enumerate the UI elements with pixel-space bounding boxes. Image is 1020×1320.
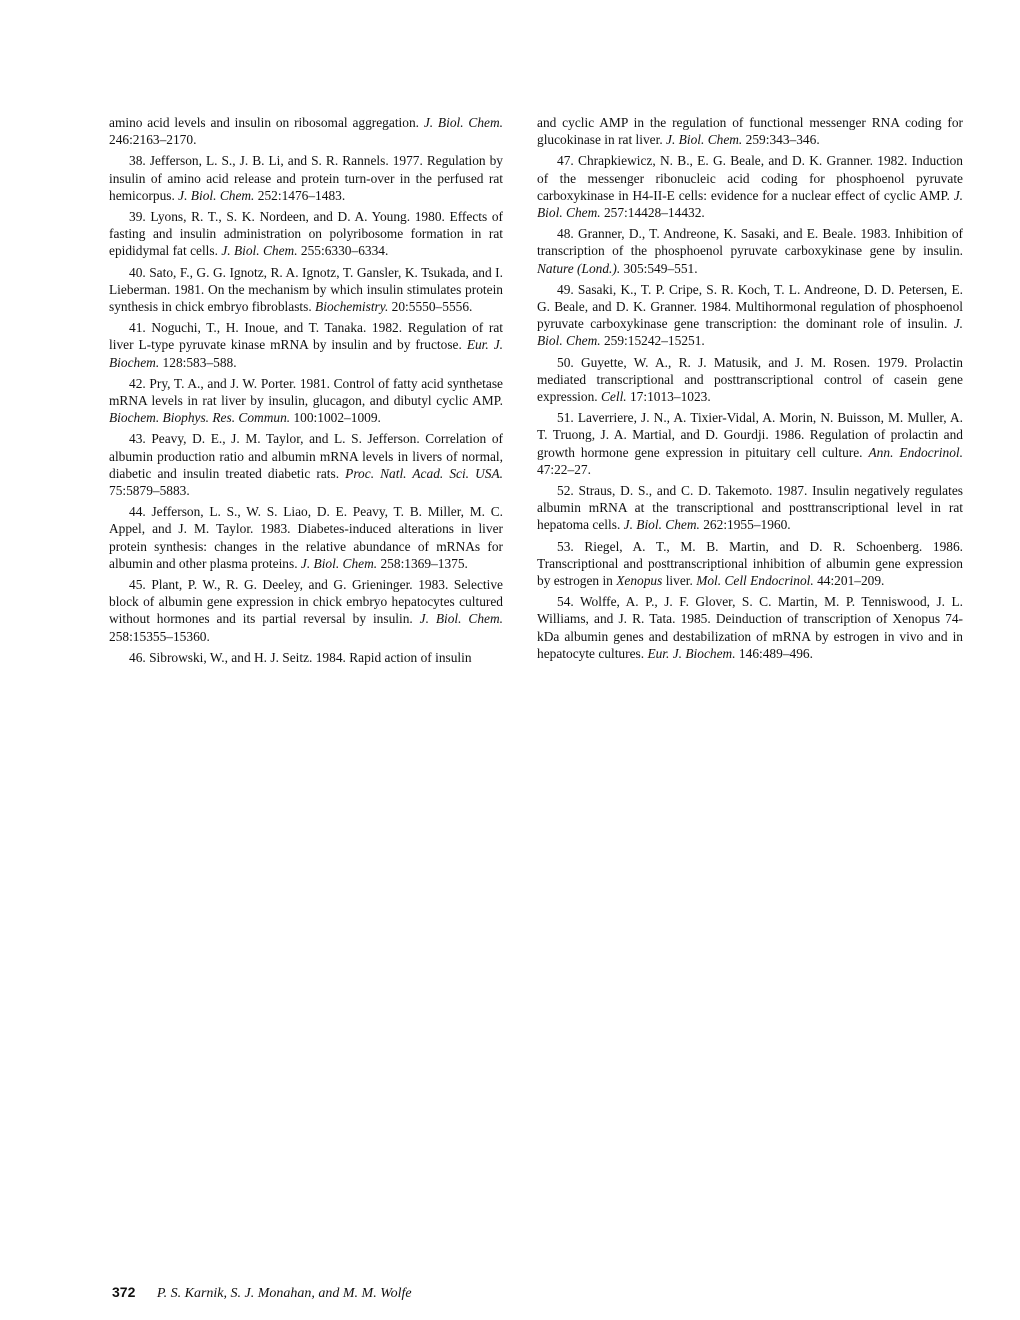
reference-text: 39. Lyons, R. T., S. K. Nordeen, and D. A. Young. 1980. Effects of fasting and insulin administration on polyribosome formation in rat epididymal fat cells. [109,209,503,259]
reference-text: 47:22–27. [537,461,591,477]
reference-journal: J. Biol. Chem. [666,132,743,148]
reference-text: 48. Granner, D., T. Andreone, K. Sasaki, and E. Beale. 1983. Inhibition of transcription of the phosphoenol pyruvate carboxykinase gene by insulin. [537,226,963,259]
reference-entry [109,319,503,371]
reference-text: 49. Sasaki, K., T. P. Cripe, S. R. Koch, T. L. Andreone, D. D. Petersen, E. G. Beale, and D. K. Granner. 1984. Multihormonal regulation of phosphoenol pyruvate carboxykinase gene transcription: the dominant role of insulin. [537,281,963,332]
reference-entry [109,375,503,427]
reference-entry [537,593,963,662]
reference-entry [537,281,963,350]
reference-text: 38. Jefferson, L. S., J. B. Li, and S. R. Rannels. 1977. Regulation by insulin of amino acid release and protein turn-over in the perfused rat hemicorpus. [109,153,503,203]
reference-journal: Biochem. Biophys. Res. Commun. [109,410,291,426]
reference-journal: Nature (Lond.). [537,260,621,276]
reference-entry [109,649,503,666]
reference-text: and cyclic AMP in the regulation of functional messenger RNA coding for glucokinase in rat liver. [537,115,963,148]
reference-journal: Xenopus [616,573,663,589]
reference-entry [537,114,963,148]
reference-text: 52. Straus, D. S., and C. D. Takemoto. 1987. Insulin negatively regulates albumin mRNA at the transcriptional and posttranscriptional level in rat hepatoma cells. [537,483,963,533]
reference-entry [537,538,963,590]
right-column [537,114,963,666]
reference-text: 44:201–209. [813,573,885,589]
reference-text: 50. Guyette, W. A., R. J. Matusik, and J. M. Rosen. 1979. Prolactin mediated transcriptional and posttranscriptional control of casein gene expression. [537,354,963,405]
reference-journal: Proc. Natl. Acad. Sci. USA. [345,465,503,481]
reference-text: 42. Pry, T. A., and J. W. Porter. 1981. Control of fatty acid synthetase mRNA levels in rat liver by insulin, glucagon, and dibutyl cyclic AMP. [109,375,503,409]
reference-journal: J. Biol. Chem. [300,555,378,571]
reference-text: 53. Riegel, A. T., M. B. Martin, and D. R. Schoenberg. 1986. Transcriptional and posttranscriptional inhibition of albumin gene expression by estrogen in [537,538,963,589]
running-footer-authors: P. S. Karnik, S. J. Monahan, and M. M. Wolfe [156,1286,412,1301]
reference-journal: Eur. J. Biochem. [647,645,736,661]
reference-text: 43. Peavy, D. E., J. M. Taylor, and L. S. Jefferson. Correlation of albumin production ratio and albumin mRNA levels in livers of normal, diabetic and insulin treated diabetic rats. [109,431,503,481]
reference-text: liver. [662,573,697,589]
reference-text: 255:6330–6334. [297,243,389,259]
reference-journal: Biochemistry. [315,299,389,315]
reference-text: 44. Jefferson, L. S., W. S. Liao, D. E. Peavy, T. B. Miller, M. C. Appel, and J. M. Taylor. 1983. Diabetes-induced alterations in liver protein synthesis: changes in the relative abundance of mRNAs for albumin and other plasma proteins. [109,504,503,571]
reference-entry [109,152,503,204]
reference-entry [109,503,503,572]
reference-text: 41. Noguchi, T., H. Inoue, and T. Tanaka. 1982. Regulation of rat liver L-type pyruvate kinase mRNA by insulin and by fructose. [109,320,503,353]
reference-journal: Cell. [600,389,627,405]
left-column [109,114,503,670]
reference-journal: J. Biol. Chem. [623,517,700,533]
reference-entry [109,576,503,645]
reference-text: 252:1476–1483. [254,187,346,203]
reference-journal: J. Biol. Chem. [537,316,963,349]
reference-entry [109,430,503,499]
reference-journal: J. Biol. Chem. [178,187,255,203]
reference-text: 51. Laverriere, J. N., A. Tixier-Vidal, A. Morin, N. Buisson, M. Muller, A. T. Truong, J. A. Martial, and D. Gourdji. 1986. Regulation of prolactin and growth hormone gene expression in pituitary cell culture. [537,410,963,460]
reference-entry [537,354,963,406]
reference-text: 259:343–346. [742,132,820,148]
reference-journal: J. Biol. Chem. [423,115,503,130]
reference-text: 54. Wolffe, A. P., J. F. Glover, S. C. Martin, M. P. Tenniswood, J. L. Williams, and J. R. Tata. 1985. Deinduction of transcription of Xenopus 74-kDa albumin genes and destabilization of mRNA by estrogen in vivo and in hepatocyte cultures. [537,594,963,661]
reference-text: 17:1013–1023. [626,389,711,405]
reference-text: 258:1369–1375. [377,555,468,571]
reference-text: amino acid levels and insulin on ribosomal aggregation. [109,115,424,130]
reference-journal: Mol. Cell Endocrinol. [696,573,814,589]
reference-text: 246:2163–2170. [109,132,197,148]
reference-journal: Eur. J. Biochem. [109,337,504,370]
reference-text: 262:1955–1960. [699,517,791,533]
reference-entry [537,482,963,534]
page-number: 372 [112,1284,136,1300]
reference-text: 259:15242–15251. [600,333,705,349]
reference-journal: J. Biol. Chem. [419,611,503,627]
reference-text: 100:1002–1009. [290,410,381,426]
page-footer [112,1284,412,1302]
reference-entry [109,114,503,148]
reference-entry [537,409,963,478]
reference-entry [537,225,963,277]
reference-journal: J. Biol. Chem. [537,187,963,221]
reference-text: 305:549–551. [620,260,698,276]
reference-text: 47. Chrapkiewicz, N. B., E. G. Beale, and D. K. Granner. 1982. Induction of the messenger ribonucleic acid coding for phosphoenol pyruvate carboxykinase in H4-II-E cells: evidence for a nuclear effect of cyclic AMP. [537,153,963,203]
reference-text: 257:14428–14432. [600,205,705,221]
reference-text: 20:5550–5556. [388,299,473,315]
reference-entry [109,208,503,260]
reference-journal: Ann. Endocrinol. [868,444,963,460]
reference-entry [537,152,963,221]
reference-text: 128:583–588. [159,354,237,370]
reference-entry [109,264,503,316]
reference-text: 258:15355–15360. [109,628,210,644]
reference-text: 75:5879–5883. [109,483,190,499]
reference-text: 40. Sato, F., G. G. Ignotz, R. A. Ignotz, T. Gansler, K. Tsukada, and I. Lieberman. 1981. On the mechanism by which insulin stimulates protein synthesis in chick embryo fibroblasts. [109,264,503,315]
reference-text: 45. Plant, P. W., R. G. Deeley, and G. Grieninger. 1983. Selective block of albumin gene expression in chick embryo hepatocytes cultured without hormones and its partial reversal by insulin. [109,577,503,627]
reference-text: 46. Sibrowski, W., and H. J. Seitz. 1984. Rapid action of insulin [129,649,472,665]
reference-text: 146:489–496. [735,645,813,661]
reference-journal: J. Biol. Chem. [221,243,298,259]
